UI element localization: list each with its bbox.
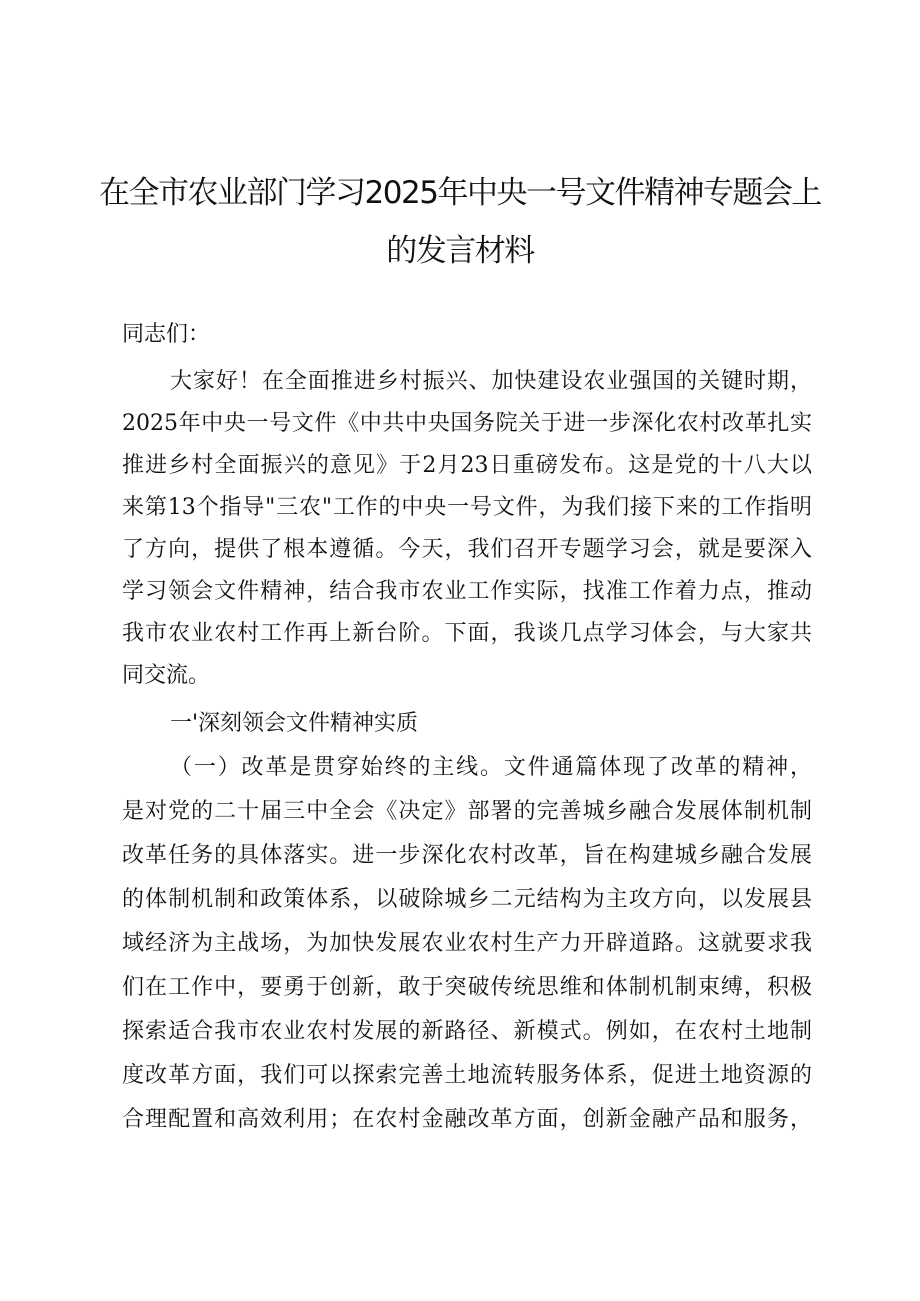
paragraph-2-line-9: 合理配置和高效利用；在农村金融改革方面，创新金融产品和服务， [122, 1107, 812, 1132]
paragraph-2-line-4: 的体制机制和政策体系，以破除城乡二元结构为主攻方向，以发展县 [122, 887, 812, 912]
paragraph-2-line-8: 度改革方面，我们可以探索完善土地流转服务体系，促进土地资源的 [122, 1063, 812, 1088]
paragraph-2-line-2: 是对党的二十届三中全会《决定》部署的完善城乡融合发展体制机制 [122, 799, 812, 824]
paragraph-1-line-3: 推进乡村全面振兴的意见》于2月23日重磅发布。这是党的十八大以 [122, 453, 812, 478]
paragraph-1-line-4: 来第13个指导"三农"工作的中央一号文件，为我们接下来的工作指明 [122, 495, 812, 520]
salutation: 同志们： [122, 322, 211, 347]
paragraph-1-line-7: 我市农业农村工作再上新台阶。下面，我谈几点学习体会，与大家共 [122, 621, 812, 646]
paragraph-2-line-7: 探索适合我市农业农村发展的新路径、新模式。例如，在农村土地制 [122, 1019, 812, 1044]
paragraph-2-line-3: 改革任务的具体落实。进一步深化农村改革，旨在构建城乡融合发展 [122, 843, 812, 868]
paragraph-2-line-6: 们在工作中，要勇于创新，敢于突破传统思维和体制机制束缚，积极 [122, 975, 812, 1000]
document-title [90, 164, 830, 280]
paragraph-1-line-6: 学习领会文件精神，结合我市农业工作实际，找准工作着力点，推动 [122, 579, 812, 604]
section-heading-1: 一'深刻领会文件精神实质 [170, 711, 419, 736]
title-line-2: 的发言材料 [386, 233, 534, 269]
paragraph-1-line-8: 同交流。 [122, 663, 211, 688]
paragraph-1-line-1: 大家好！在全面推进乡村振兴、加快建设农业强国的关键时期， [170, 369, 812, 394]
paragraph-1-line-5: 了方向，提供了根本遵循。今天，我们召开专题学习会，就是要深入 [122, 537, 812, 562]
paragraph-2-line-5: 域经济为主战场，为加快发展农业农村生产力开辟道路。这就要求我 [122, 931, 812, 956]
paragraph-1-line-2: 2025年中央一号文件《中共中央国务院关于进一步深化农村改革扎实 [122, 411, 812, 436]
title-line-1: 在全市农业部门学习2025年中央一号文件精神专题会上 [99, 175, 821, 211]
paragraph-2-line-1: （一）改革是贯穿始终的主线。文件通篇体现了改革的精神， [170, 755, 812, 780]
